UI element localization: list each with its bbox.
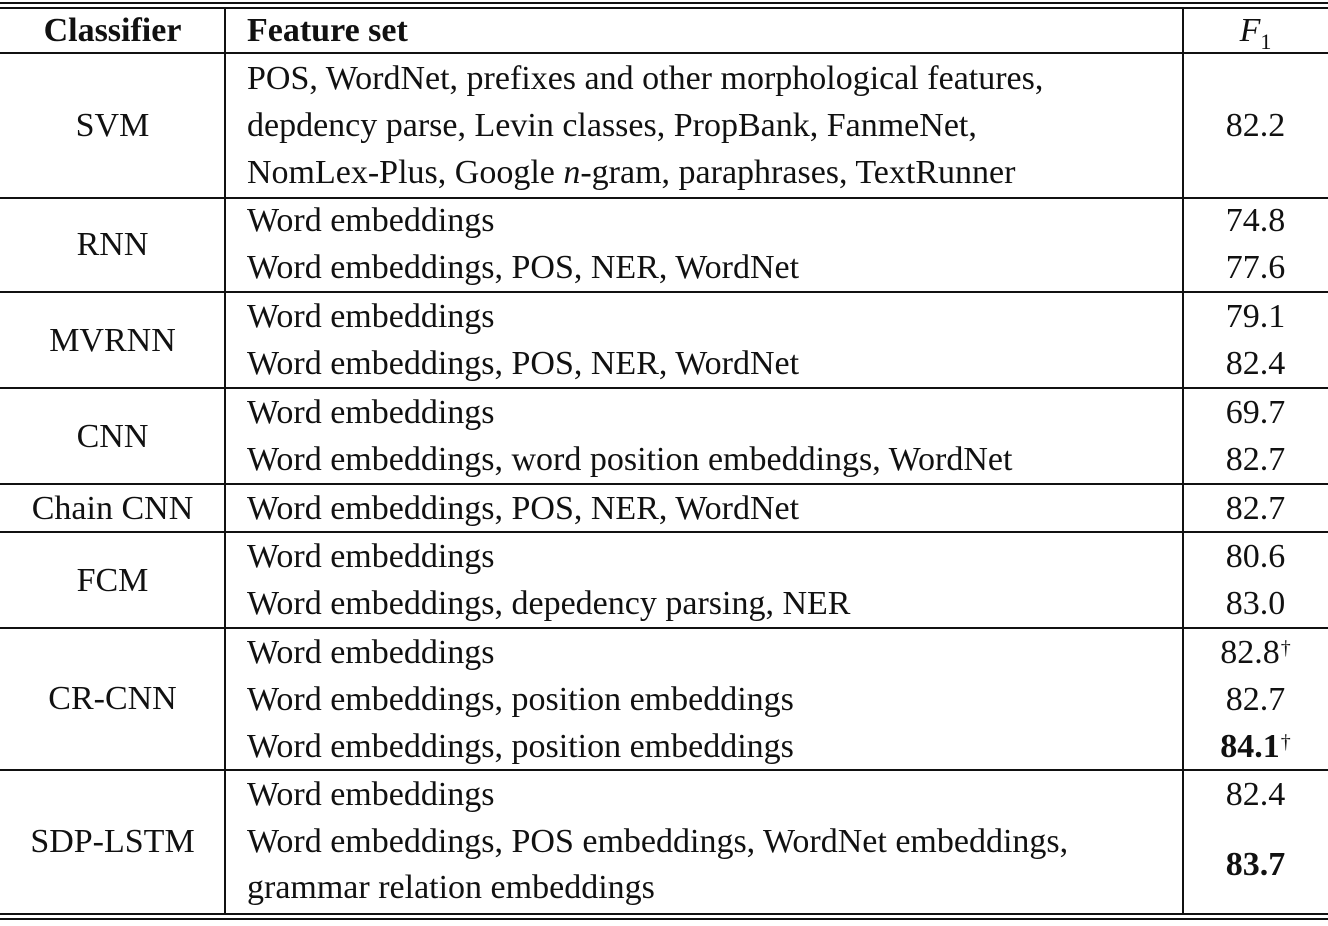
feature-sdp-lstm-1: Word embeddings: [247, 776, 495, 813]
f1-rnn-1: 74.8: [1225, 202, 1286, 239]
f1-symbol: F: [1239, 12, 1261, 49]
header-feature-set: Feature set: [247, 12, 408, 49]
f1-fcm-2: 83.0: [1225, 585, 1286, 622]
feature-mvrnn-1: Word embeddings: [247, 298, 495, 335]
bottom-rule-1: [0, 913, 1328, 915]
f1-value-best: 84.1: [1220, 728, 1280, 765]
classifier-sdp-lstm: SDP-LSTM: [30, 823, 195, 860]
feature-rnn-1: Word embeddings: [247, 202, 495, 239]
dagger-mark: †: [1280, 637, 1291, 659]
f1-mvrnn-1: 79.1: [1225, 298, 1286, 335]
f1-cnn-1: 69.7: [1225, 394, 1286, 431]
f1-sdp-lstm-2: 83.7: [1225, 846, 1286, 883]
feature-rnn-2: Word embeddings, POS, NER, WordNet: [247, 249, 800, 286]
classifier-rnn: RNN: [76, 226, 149, 263]
f1-svm: 82.2: [1225, 107, 1286, 144]
dagger-mark: †: [1280, 731, 1291, 753]
feature-svm-line3: [247, 149, 1015, 196]
classifier-svm: SVM: [75, 107, 150, 144]
feature-sdp-lstm-2-line2: grammar relation embeddings: [247, 869, 655, 906]
bottom-rule-2: [0, 918, 1328, 920]
classifier-cr-cnn: CR-CNN: [48, 680, 177, 717]
feature-cnn-1: Word embeddings: [247, 394, 495, 431]
feature-cnn-2: Word embeddings, word position embeddings, WordNet: [247, 441, 1013, 478]
classifier-fcm: FCM: [76, 562, 149, 599]
classifier-chain-cnn: Chain CNN: [31, 490, 194, 527]
feature-cr-cnn-1: Word embeddings: [247, 634, 495, 671]
feature-svm-line1: POS, WordNet, prefixes and other morphological features,: [247, 60, 1044, 97]
header-f1: [1183, 7, 1328, 57]
f1-subscript: 1: [1260, 29, 1272, 54]
f1-cnn-2: 82.7: [1225, 441, 1286, 478]
f1-sdp-lstm-1: 82.4: [1225, 776, 1286, 813]
feature-chain-cnn: Word embeddings, POS, NER, WordNet: [247, 490, 800, 527]
feature-svm-line2: depdency parse, Levin classes, PropBank, FanmeNet,: [247, 107, 977, 144]
f1-chain-cnn: 82.7: [1225, 490, 1286, 527]
feature-text-italic: n: [563, 154, 581, 191]
f1-cr-cnn-2: 82.7: [1225, 681, 1286, 718]
feature-mvrnn-2: Word embeddings, POS, NER, WordNet: [247, 345, 800, 382]
f1-value: 82.8: [1220, 634, 1280, 671]
top-rule-1: [0, 2, 1328, 4]
f1-rnn-2: 77.6: [1225, 249, 1286, 286]
feature-sdp-lstm-2-line1: Word embeddings, POS embeddings, WordNet embeddings,: [247, 823, 1069, 860]
f1-cr-cnn-3: [1183, 723, 1328, 770]
f1-fcm-1: 80.6: [1225, 538, 1286, 575]
header-classifier: Classifier: [43, 12, 182, 49]
group-rule-fcm: [0, 627, 1328, 629]
group-rule-mvrnn: [0, 387, 1328, 389]
f1-cr-cnn-1: [1183, 629, 1328, 676]
f1-mvrnn-2: 82.4: [1225, 345, 1286, 382]
classifier-cnn: CNN: [76, 418, 149, 455]
group-rule-svm: [0, 197, 1328, 199]
feature-cr-cnn-3: Word embeddings, position embeddings: [247, 728, 794, 765]
feature-cr-cnn-2: Word embeddings, position embeddings: [247, 681, 794, 718]
feature-fcm-1: Word embeddings: [247, 538, 495, 575]
feature-text: -gram, paraphrases, TextRunner: [580, 154, 1016, 191]
feature-fcm-2: Word embeddings, depedency parsing, NER: [247, 585, 851, 622]
feature-text: NomLex-Plus, Google: [247, 154, 564, 191]
group-rule-rnn: [0, 291, 1328, 293]
classifier-mvrnn: MVRNN: [49, 322, 176, 359]
